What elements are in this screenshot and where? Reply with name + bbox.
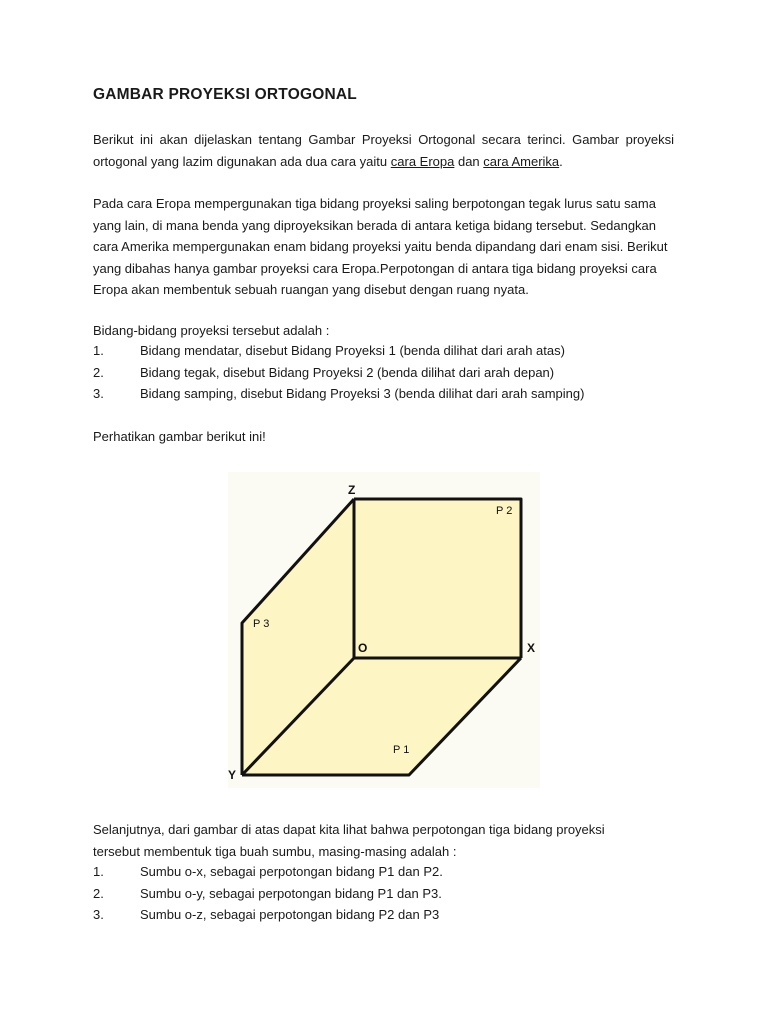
paragraph-line: tersebut membentuk tiga buah sumbu, masing-masing adalah : — [93, 843, 457, 859]
list-text: Bidang samping, disebut Bidang Proyeksi 3 (benda dilihat dari arah samping) — [140, 386, 585, 401]
intro-text-1: Berikut ini akan dijelaskan tentang Gambar Proyeksi Ortogonal secara terinci. Gambar proyeksi ortogonal yang lazim digunakan ada dua cara yaitu — [93, 132, 674, 169]
paragraph-line: yang dibahas hanya gambar proyeksi cara Eropa.Perpotongan di antara tiga bidang proyeksi cara — [93, 260, 657, 276]
list-text: Sumbu o-z, sebagai perpotongan bidang P2 dan P3 — [140, 907, 440, 922]
label-x: X — [527, 641, 536, 655]
list-item — [93, 883, 674, 905]
paragraph-line: cara Amerika mempergunakan enam bidang proyeksi yaitu benda dipandang dari enam sisi. Berikut — [93, 239, 668, 254]
list-number: 2. — [93, 885, 104, 901]
list-item — [93, 362, 674, 384]
list-item — [93, 861, 674, 883]
planes-intro: Bidang-bidang proyeksi tersebut adalah : — [93, 323, 330, 338]
link-cara-eropa[interactable]: cara Eropa — [390, 153, 455, 169]
link-cara-amerika[interactable]: cara Amerika — [483, 153, 560, 169]
planes-list — [93, 340, 674, 405]
label-p1: P 1 — [393, 744, 410, 756]
label-z: Z — [348, 483, 356, 497]
label-y: Y — [228, 768, 237, 782]
list-item — [93, 904, 674, 926]
intro-text-3: . — [559, 153, 563, 169]
intro-paragraph — [93, 129, 674, 172]
list-number: 3. — [93, 386, 104, 401]
axes-list — [93, 861, 674, 926]
page-title: GAMBAR PROYEKSI ORTOGONAL — [93, 86, 357, 103]
list-text: Bidang tegak, disebut Bidang Proyeksi 2 (benda dilihat dari arah depan) — [140, 364, 555, 380]
paragraph-line: yang lain, di mana benda yang diproyeksikan berada di antara ketiga bidang tersebut. Sedangkan — [93, 217, 657, 233]
list-number: 1. — [93, 864, 104, 879]
paragraph-line: Pada cara Eropa mempergunakan tiga bidang proyeksi saling berpotongan tegak lurus satu sama — [93, 196, 656, 211]
projection-figure — [228, 472, 540, 788]
paragraph-cara-eropa — [93, 193, 674, 301]
paragraph-line: Selanjutnya, dari gambar di atas dapat kita lihat bahwa perpotongan tiga bidang proyeksi — [93, 822, 605, 837]
list-text: Sumbu o-x, sebagai perpotongan bidang P1 dan P2. — [140, 864, 443, 879]
projection-diagram — [228, 472, 540, 788]
list-text: Bidang mendatar, disebut Bidang Proyeksi 1 (benda dilihat dari arah atas) — [140, 343, 565, 358]
list-text: Sumbu o-y, sebagai perpotongan bidang P1 dan P3. — [140, 885, 442, 901]
plane-p2 — [354, 499, 521, 658]
label-p3: P 3 — [253, 618, 270, 630]
paragraph-axes-intro — [93, 819, 674, 862]
list-number: 3. — [93, 907, 104, 922]
list-item — [93, 340, 674, 362]
list-number: 1. — [93, 343, 104, 358]
label-p2: P 2 — [496, 505, 513, 517]
figure-intro: Perhatikan gambar berikut ini! — [93, 429, 266, 444]
paragraph-line: Eropa akan membentuk sebuah ruangan yang disebut dengan ruang nyata. — [93, 282, 529, 297]
list-number: 2. — [93, 364, 104, 380]
intro-text-2: dan — [454, 153, 484, 169]
label-o: O — [358, 641, 368, 655]
list-item — [93, 383, 674, 405]
